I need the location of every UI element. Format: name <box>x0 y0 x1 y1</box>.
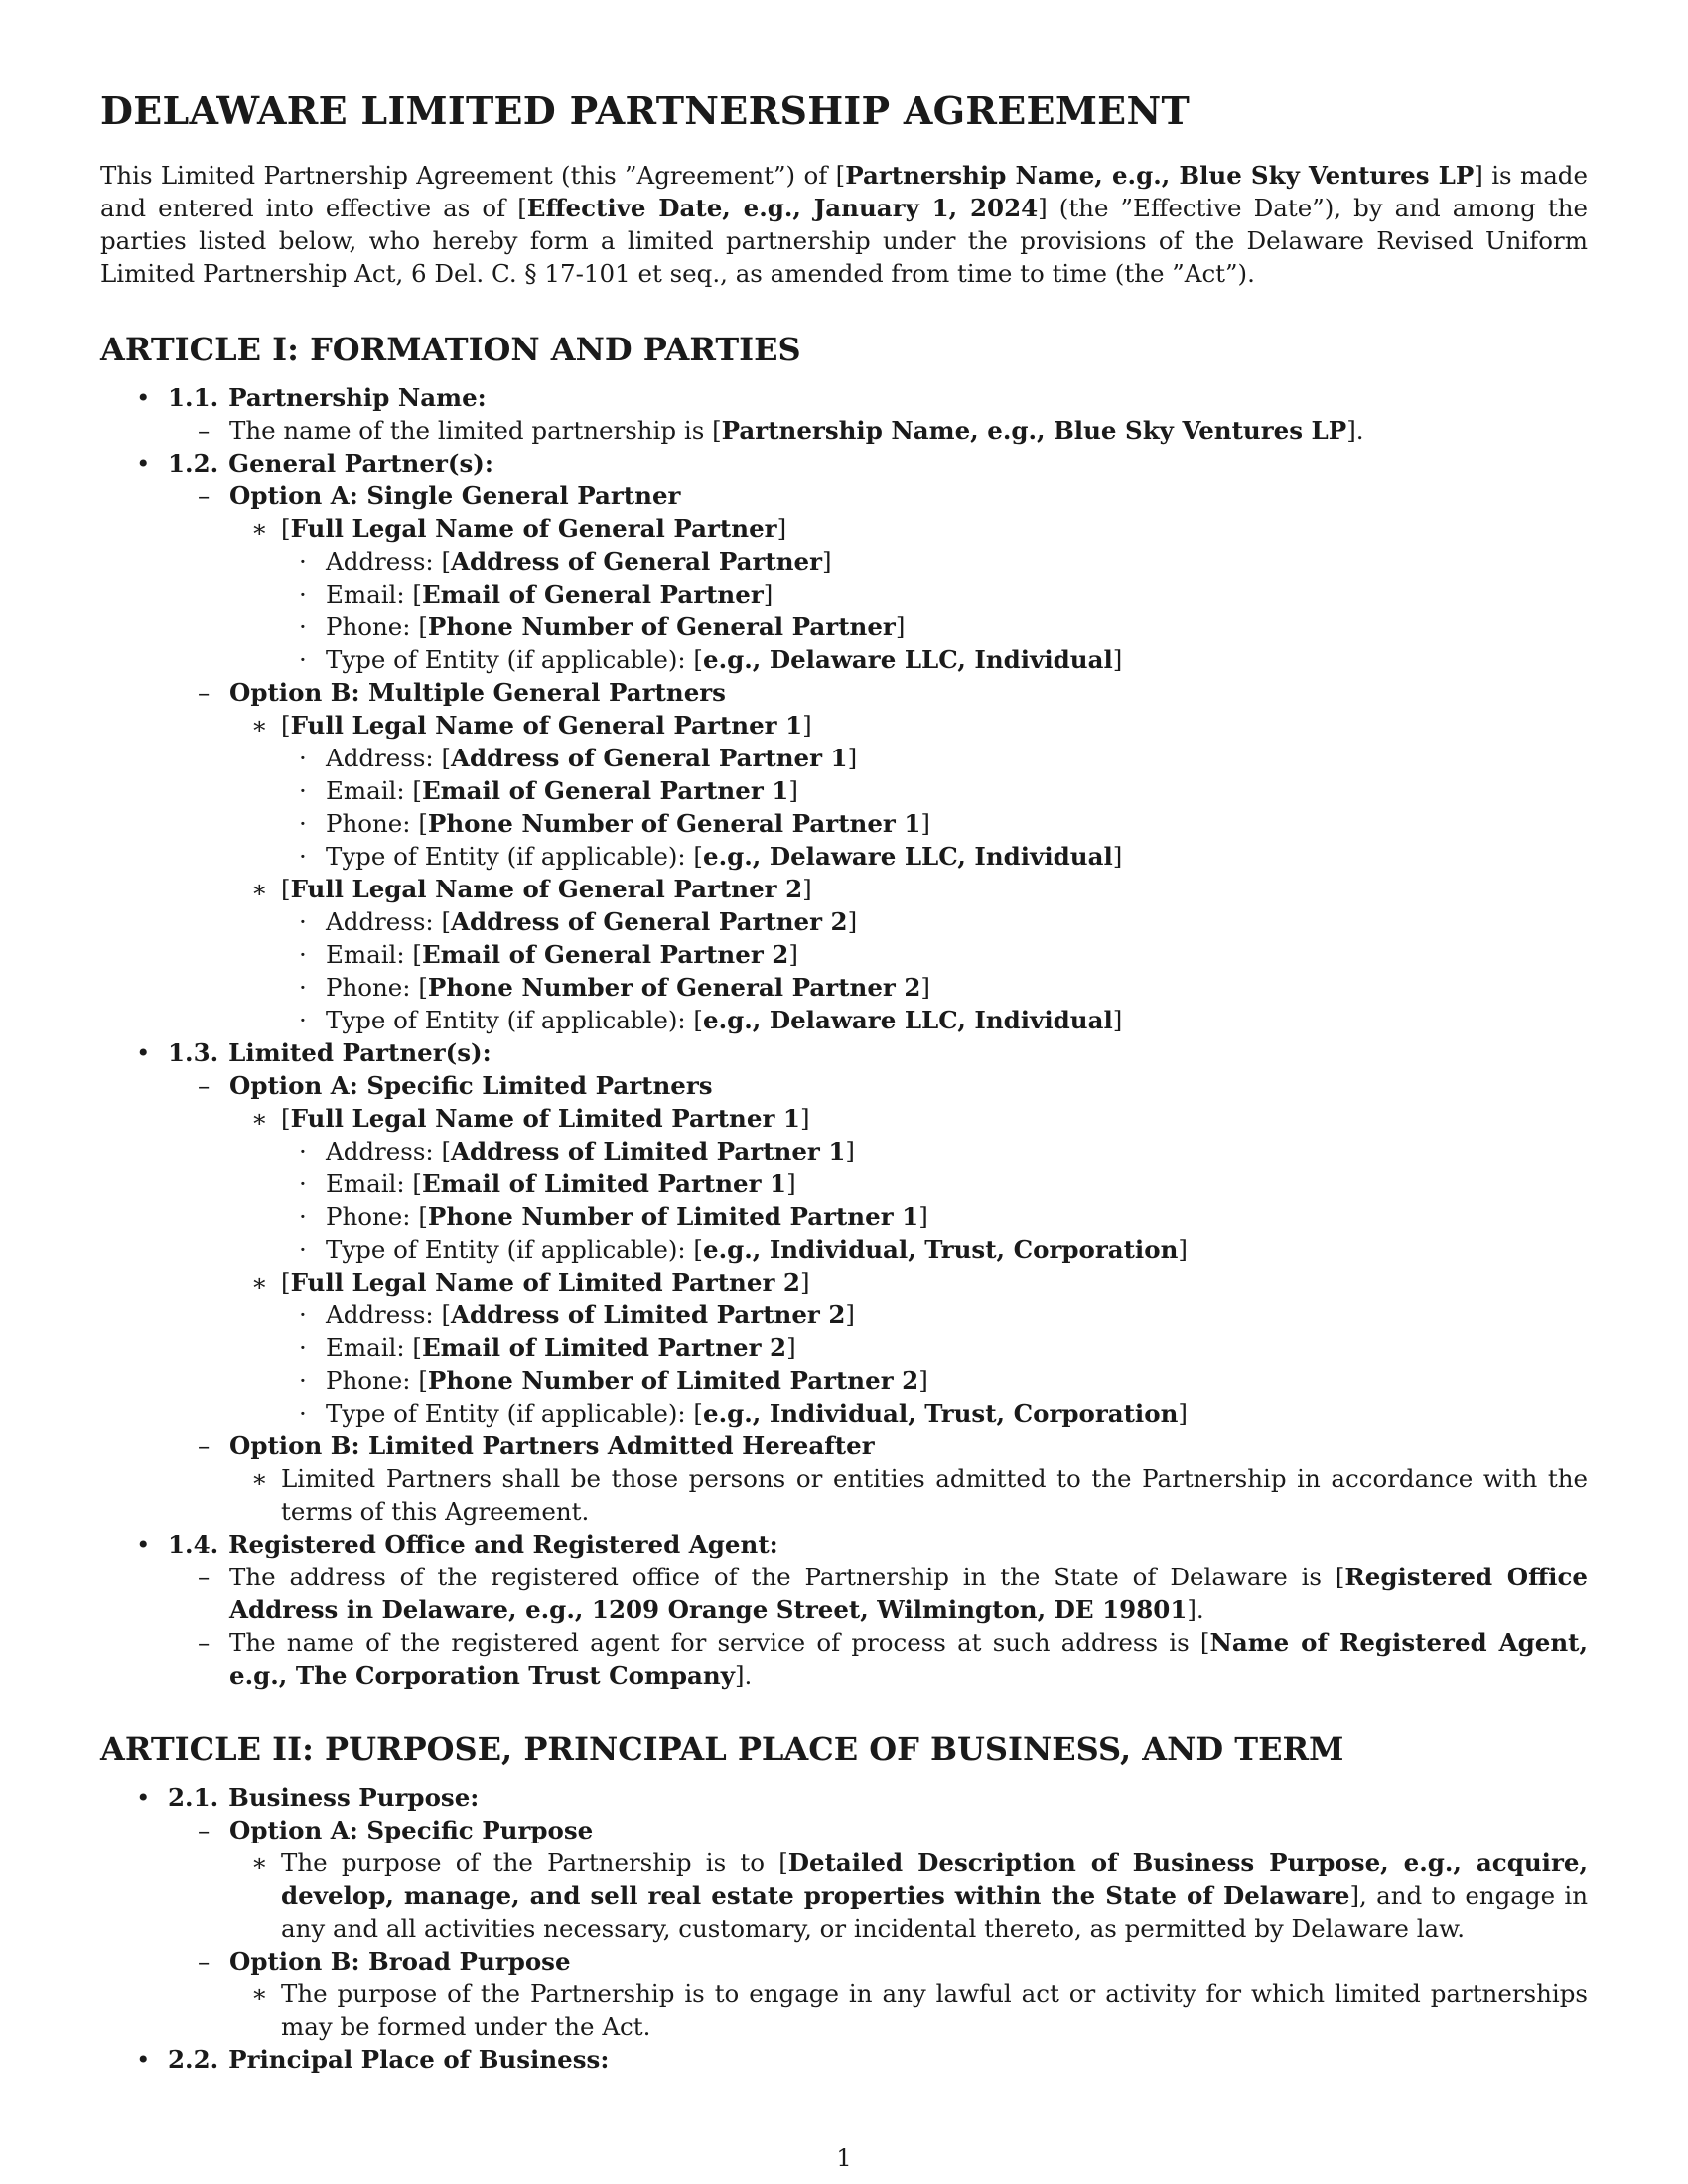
list-item: ∗ [Full Legal Name of Limited Partner 2] <box>251 1268 810 1297</box>
list-item: · Type of Entity (if applicable): [e.g., Delaware LLC, Individual] <box>299 842 1123 871</box>
list-item: · Address: [Address of Limited Partner 1] <box>299 1137 855 1165</box>
option-heading: – Option A: Single General Partner <box>198 481 681 510</box>
list-item: · Email: [Email of Limited Partner 1] <box>299 1169 796 1198</box>
option-heading: – Option B: Limited Partners Admitted Hereafter <box>198 1432 875 1460</box>
list-item: · Email: [Email of General Partner] <box>299 580 774 609</box>
document-title: DELAWARE LIMITED PARTNERSHIP AGREEMENT <box>100 88 1191 133</box>
list-item: ∗ [Full Legal Name of General Partner 1] <box>251 711 812 740</box>
article-1-heading: ARTICLE I: FORMATION AND PARTIES <box>100 331 801 368</box>
list-item: · Address: [Address of General Partner 1] <box>299 744 858 772</box>
list-item: ∗ The purpose of the Partnership is to engage in any lawful act or activity for which limited partnerships may be formed under the Act. <box>251 1979 1588 2041</box>
article-1-list <box>100 381 1588 1692</box>
list-item: · Address: [Address of General Partner] <box>299 547 832 576</box>
list-item: · Phone: [Phone Number of General Partner] <box>299 613 906 641</box>
list-item: · Phone: [Phone Number of General Partner 1] <box>299 809 930 838</box>
document-page <box>100 85 1588 2076</box>
list-item: · Type of Entity (if applicable): [e.g., Individual, Trust, Corporation] <box>299 1235 1188 1264</box>
list-item: · Phone: [Phone Number of General Partner 2] <box>299 973 930 1002</box>
option-heading: – Option A: Specific Limited Partners <box>198 1071 713 1100</box>
list-item: · Email: [Email of General Partner 2] <box>299 940 798 969</box>
list-item: – The address of the registered office of the Partnership in the State of Delaware is [Registered Office Address in Delaware, e.g., 1209 Orange Street, Wilmington, DE 19801]. <box>198 1563 1588 1624</box>
page-number: 1 <box>836 2144 852 2172</box>
list-item: · Email: [Email of General Partner 1] <box>299 776 798 805</box>
section-1-4: • 1.4. Registered Office and Registered Agent: <box>136 1530 778 1559</box>
article-2-heading: ARTICLE II: PURPOSE, PRINCIPAL PLACE OF BUSINESS, AND TERM <box>100 1730 1344 1768</box>
section-1-2: • 1.2. General Partner(s): <box>136 449 493 478</box>
list-item: · Type of Entity (if applicable): [e.g., Individual, Trust, Corporation] <box>299 1399 1188 1428</box>
article-2-list <box>100 1781 1588 2076</box>
list-item: · Address: [Address of General Partner 2] <box>299 907 858 936</box>
section-2-1: • 2.1. Business Purpose: <box>136 1783 480 1812</box>
list-item: – The name of the limited partnership is [Partnership Name, e.g., Blue Sky Ventures LP]. <box>198 416 1364 445</box>
option-heading: – Option B: Broad Purpose <box>198 1947 571 1976</box>
intro-paragraph: This Limited Partnership Agreement (this ”Agreement”) of [Partnership Name, e.g., Blue Sky Ventures LP] is made and entered into effective as of [Effective Date, e.g., January 1, 2024] (the ”Effective Date”), by and among the parties listed below, who hereby form a limited partnership under the provisions of the Delaware Revised Uniform Limited Partnership Act, 6 Del. C. § 17-101 et seq., as amended from time to time (the ”Act”). <box>100 161 1589 288</box>
section-1-1: • 1.1. Partnership Name: <box>136 383 487 412</box>
list-item: ∗ [Full Legal Name of General Partner] <box>251 514 787 543</box>
section-2-2: • 2.2. Principal Place of Business: <box>136 2045 610 2074</box>
list-item: ∗ [Full Legal Name of General Partner 2] <box>251 875 812 903</box>
list-item: · Phone: [Phone Number of Limited Partner 2] <box>299 1366 928 1395</box>
section-1-3: • 1.3. Limited Partner(s): <box>136 1038 492 1067</box>
list-item: · Phone: [Phone Number of Limited Partner 1] <box>299 1202 928 1231</box>
list-item: · Email: [Email of Limited Partner 2] <box>299 1333 796 1362</box>
list-item: · Type of Entity (if applicable): [e.g., Delaware LLC, Individual] <box>299 1006 1123 1034</box>
list-item: ∗ [Full Legal Name of Limited Partner 1] <box>251 1104 810 1133</box>
list-item: · Type of Entity (if applicable): [e.g., Delaware LLC, Individual] <box>299 645 1123 674</box>
list-item: – The name of the registered agent for service of process at such address is [Name of Registered Agent, e.g., The Corporation Trust Company]. <box>198 1628 1588 1690</box>
list-item: · Address: [Address of Limited Partner 2] <box>299 1300 855 1329</box>
option-heading: – Option A: Specific Purpose <box>198 1816 594 1844</box>
list-item: ∗ The purpose of the Partnership is to [Detailed Description of Business Purpose, e.g., acquire, develop, manage, and sell real estate properties within the State of Delaware], and to engage in any and all activities necessary, customary, or incidental thereto, as permitted by Delaware law. <box>251 1848 1588 1943</box>
option-heading: – Option B: Multiple General Partners <box>198 678 726 707</box>
list-item: ∗ Limited Partners shall be those persons or entities admitted to the Partnership in accordance with the terms of this Agreement. <box>251 1464 1588 1526</box>
